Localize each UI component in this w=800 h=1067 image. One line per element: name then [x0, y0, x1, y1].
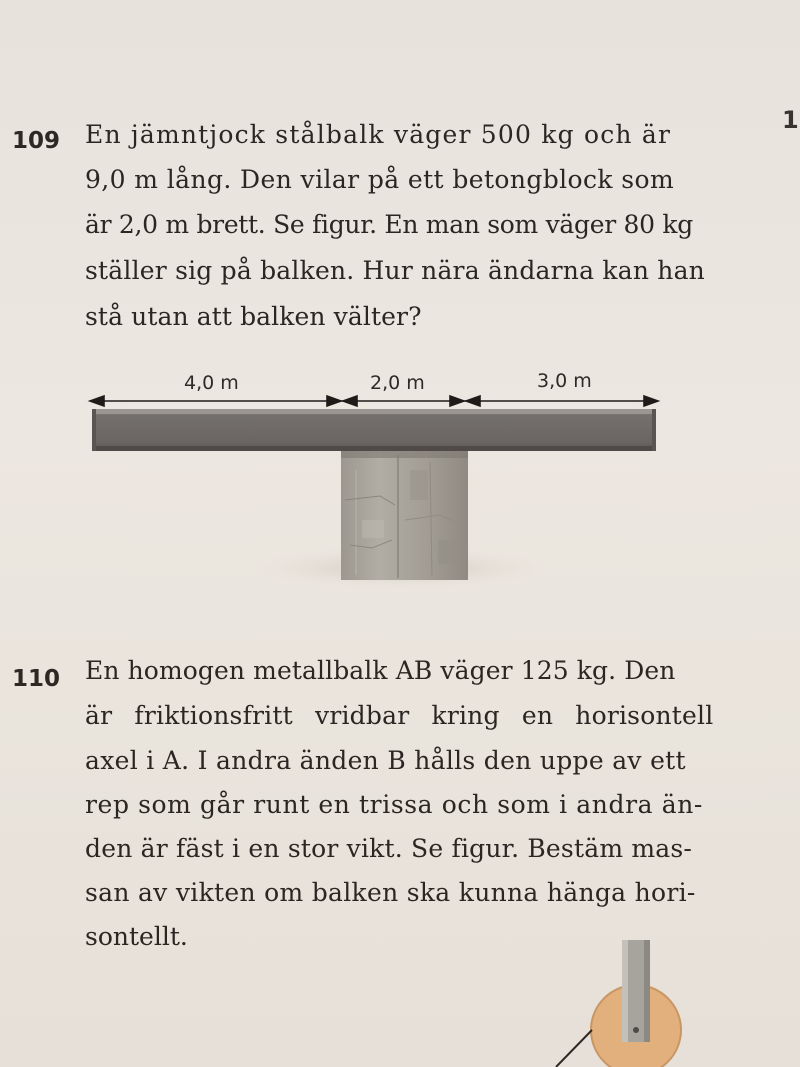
problem-109-line-5: stå utan att balken välter?: [85, 302, 422, 331]
dimension-label-middle: 2,0 m: [370, 372, 425, 394]
problem-110-line-2: är friktionsfritt vridbar kring en horisontell: [85, 701, 714, 730]
problem-110-line-6: san av vikten om balken ska kunna hänga hori-: [85, 878, 696, 907]
problem-109-line-3: är 2,0 m brett. Se figur. En man som väger 80 kg: [85, 210, 693, 239]
problem-number-110: 110: [12, 666, 61, 692]
dimension-label-left: 4,0 m: [184, 372, 239, 394]
problem-110-line-4: rep som går runt en trissa och som i andra än-: [85, 790, 703, 819]
page-edge-number: 1: [782, 106, 799, 134]
dimension-label-right: 3,0 m: [537, 370, 592, 392]
problem-110-line-7: sontellt.: [85, 922, 188, 951]
problem-110-line-1: En homogen metallbalk AB väger 125 kg. Den: [85, 656, 676, 685]
problem-109-line-2: 9,0 m lång. Den vilar på ett betongblock som: [85, 165, 675, 194]
problem-109-line-1: En jämntjock stålbalk väger 500 kg och är: [85, 120, 672, 149]
pulley-support-bar: [622, 940, 650, 1042]
problem-number-109: 109: [12, 128, 61, 154]
problem-109-line-4: ställer sig på balken. Hur nära ändarna kan han: [85, 256, 705, 285]
problem-110-line-3: axel i A. I andra änden B hålls den uppe av ett: [85, 746, 686, 775]
problem-110-line-5: den är fäst i en stor vikt. Se figur. Bestäm mas-: [85, 834, 693, 863]
rope: [556, 1030, 592, 1067]
